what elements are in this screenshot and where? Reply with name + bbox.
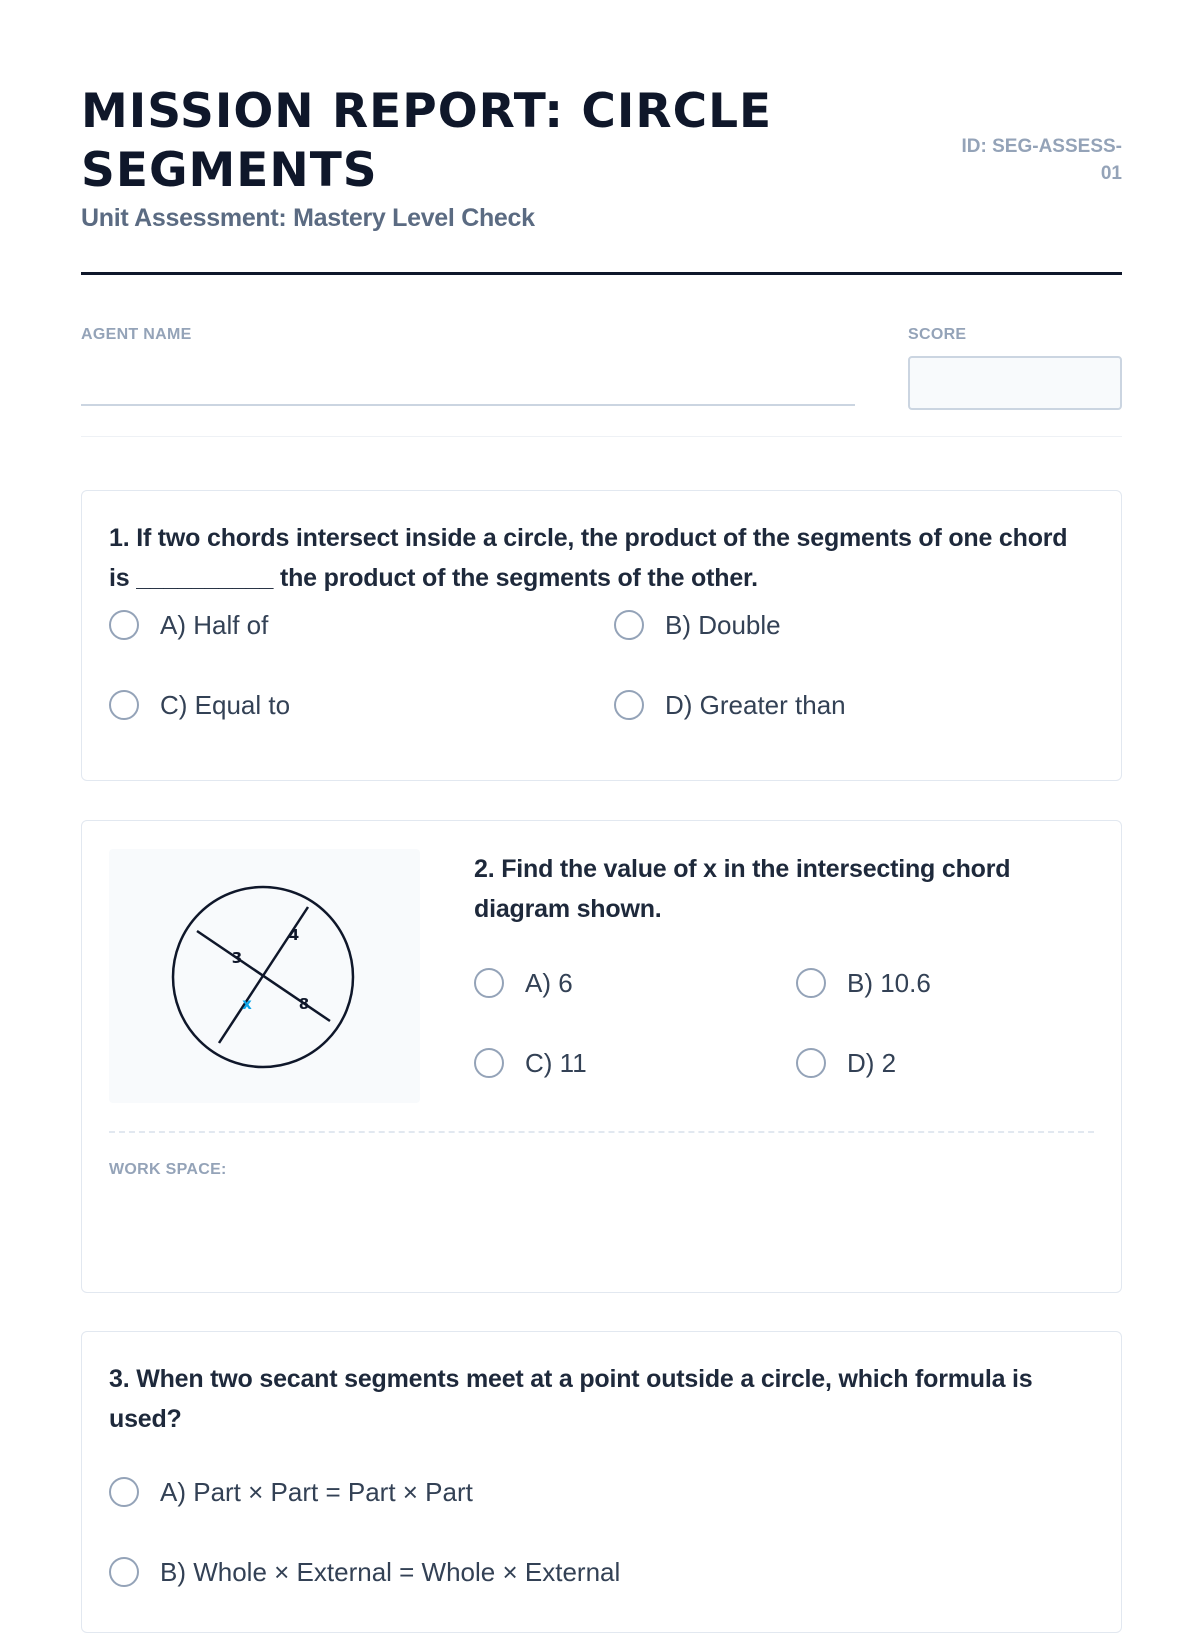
- section-divider: [81, 436, 1122, 437]
- radio-button[interactable]: [109, 1557, 139, 1587]
- q3-option-a[interactable]: [109, 1474, 473, 1510]
- radio-button[interactable]: [474, 968, 504, 998]
- option-label: B) Whole × External = Whole × External: [160, 1556, 621, 1587]
- radio-button[interactable]: [614, 610, 644, 640]
- chord-diagram: [109, 849, 420, 1103]
- option-label: C) Equal to: [160, 689, 291, 720]
- q2-option-c[interactable]: [474, 1045, 587, 1081]
- unknown-x-label: x: [242, 995, 252, 1013]
- radio-button[interactable]: [109, 690, 139, 720]
- option-label: A) 6: [525, 967, 573, 998]
- document-id: ID: SEG-ASSESS-01: [961, 136, 1122, 184]
- report-header: [81, 0, 1122, 275]
- question-2-text: 2. Find the value of x in the intersecting chord diagram shown.: [474, 855, 1011, 923]
- q1-option-c[interactable]: [109, 687, 290, 723]
- question-1-text: 1. If two chords intersect inside a circle, the product of the segments of one chord is __________ the product of the segments of the other.: [109, 524, 1068, 592]
- q2-option-a[interactable]: [474, 965, 573, 1001]
- chord-diagram-svg: [109, 849, 420, 1103]
- agent-name-field[interactable]: [81, 404, 855, 406]
- q3-option-b[interactable]: [109, 1554, 620, 1590]
- question-card-2: [81, 820, 1122, 1293]
- work-space-label: WORK SPACE:: [109, 1161, 227, 1178]
- segment-label: 8: [298, 995, 310, 1013]
- page-subtitle: Unit Assessment: Mastery Level Check: [81, 204, 535, 232]
- option-label: D) Greater than: [665, 689, 846, 720]
- option-label: D) 2: [847, 1047, 897, 1078]
- agent-name-label: AGENT NAME: [81, 326, 192, 343]
- question-card-1: [81, 490, 1122, 781]
- q1-option-a[interactable]: [109, 607, 268, 643]
- option-label: C) 11: [525, 1047, 587, 1078]
- radio-button[interactable]: [109, 610, 139, 640]
- option-label: A) Half of: [160, 609, 269, 640]
- option-label: B) Double: [665, 609, 781, 640]
- score-label: SCORE: [908, 326, 967, 343]
- score-field[interactable]: [908, 356, 1122, 410]
- question-3-text: 3. When two secant segments meet at a point outside a circle, which formula is used?: [109, 1365, 1033, 1433]
- work-space-divider: [109, 1131, 1094, 1133]
- assessment-page: [81, 0, 1122, 1587]
- radio-button[interactable]: [796, 1048, 826, 1078]
- radio-button[interactable]: [614, 690, 644, 720]
- segment-label: 3: [231, 949, 243, 967]
- option-label: A) Part × Part = Part × Part: [160, 1476, 473, 1507]
- q2-option-d[interactable]: [796, 1045, 896, 1081]
- radio-button[interactable]: [474, 1048, 504, 1078]
- segment-label: 4: [288, 926, 300, 944]
- option-label: B) 10.6: [847, 967, 931, 998]
- radio-button[interactable]: [109, 1477, 139, 1507]
- q2-option-b[interactable]: [796, 965, 931, 1001]
- q1-option-d[interactable]: [614, 687, 846, 723]
- q1-option-b[interactable]: [614, 607, 781, 643]
- page-title: MISSION REPORT: CIRCLE SEGMENTS: [81, 84, 773, 198]
- radio-button[interactable]: [796, 968, 826, 998]
- question-card-3: [81, 1331, 1122, 1633]
